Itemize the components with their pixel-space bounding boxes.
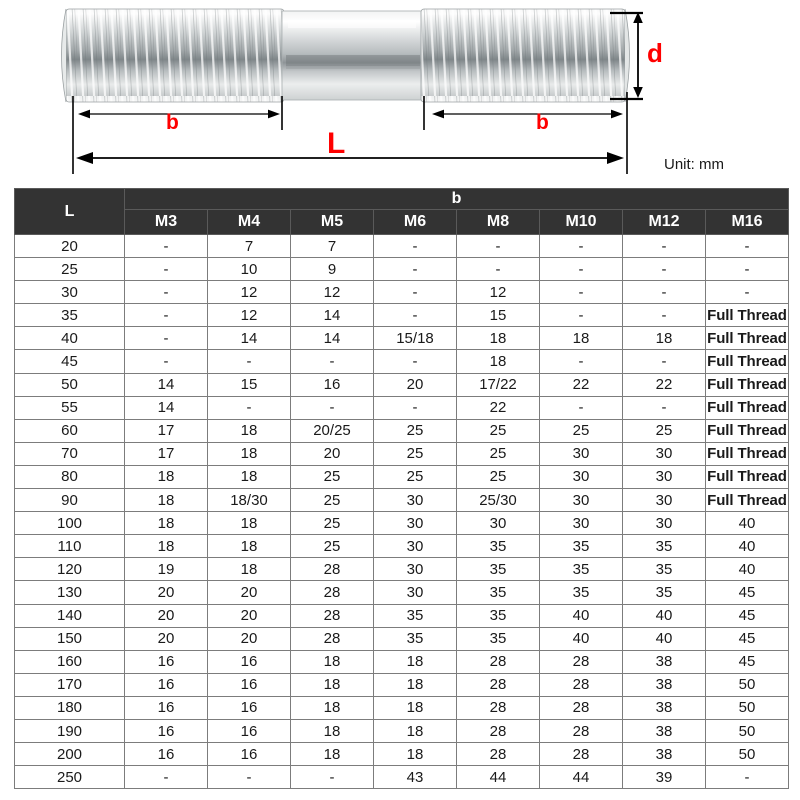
cell-b-m10: 35: [540, 558, 623, 581]
cell-length: 50: [15, 373, 125, 396]
cell-b-m3: 17: [125, 419, 208, 442]
cell-b-m3: -: [125, 281, 208, 304]
cell-b-m6: 18: [374, 696, 457, 719]
cell-b-m4: 20: [208, 627, 291, 650]
cell-b-m5: 28: [291, 558, 374, 581]
cell-b-m4: 18: [208, 558, 291, 581]
cell-b-m5: 25: [291, 512, 374, 535]
cell-b-m5: 16: [291, 373, 374, 396]
b-right-dimension-arrow: [432, 110, 623, 119]
cell-b-m5: 12: [291, 281, 374, 304]
cell-b-m3: 20: [125, 604, 208, 627]
cell-b-m10: -: [540, 304, 623, 327]
cell-b-m12: 38: [623, 719, 706, 742]
table-row: [15, 696, 789, 719]
table-row: [15, 327, 789, 350]
cell-b-m4: -: [208, 396, 291, 419]
cell-b-m12: 35: [623, 558, 706, 581]
cell-b-m6: 18: [374, 650, 457, 673]
cell-b-m8: 22: [457, 396, 540, 419]
cell-b-m3: 18: [125, 512, 208, 535]
cell-b-m16: -: [706, 258, 789, 281]
cell-b-m3: -: [125, 258, 208, 281]
cell-b-m10: 28: [540, 673, 623, 696]
table-row: [15, 419, 789, 442]
cell-b-m6: 30: [374, 581, 457, 604]
cell-b-m10: 28: [540, 650, 623, 673]
left-thread-section: [62, 9, 285, 102]
cell-b-m10: 25: [540, 419, 623, 442]
header-size-m4: M4: [208, 210, 291, 235]
cell-b-m12: 40: [623, 627, 706, 650]
cell-b-m10: -: [540, 281, 623, 304]
cell-b-m16: -: [706, 281, 789, 304]
cell-b-m6: 18: [374, 719, 457, 742]
cell-b-m3: 16: [125, 650, 208, 673]
cell-b-m16: Full Thread: [706, 419, 789, 442]
cell-b-m6: -: [374, 235, 457, 258]
cell-length: 190: [15, 719, 125, 742]
cell-b-m3: 14: [125, 373, 208, 396]
cell-b-m16: Full Thread: [706, 489, 789, 512]
cell-b-m10: -: [540, 396, 623, 419]
cell-b-m4: 18: [208, 535, 291, 558]
cell-b-m10: 18: [540, 327, 623, 350]
header-length-L: L: [15, 189, 125, 235]
cell-length: 70: [15, 442, 125, 465]
cell-b-m16: Full Thread: [706, 396, 789, 419]
cell-length: 180: [15, 696, 125, 719]
cell-b-m10: 28: [540, 743, 623, 766]
cell-b-m8: -: [457, 235, 540, 258]
table-row: [15, 281, 789, 304]
cell-b-m5: 28: [291, 604, 374, 627]
cell-b-m4: 10: [208, 258, 291, 281]
cell-b-m6: 18: [374, 743, 457, 766]
cell-b-m3: 16: [125, 719, 208, 742]
plain-shank-section: [282, 11, 424, 100]
cell-b-m12: -: [623, 258, 706, 281]
cell-length: 140: [15, 604, 125, 627]
cell-b-m6: 25: [374, 465, 457, 488]
cell-b-m12: 38: [623, 743, 706, 766]
cell-b-m16: Full Thread: [706, 373, 789, 396]
cell-b-m6: -: [374, 258, 457, 281]
cell-b-m4: 18: [208, 419, 291, 442]
cell-length: 25: [15, 258, 125, 281]
cell-b-m4: 12: [208, 304, 291, 327]
cell-b-m10: 28: [540, 719, 623, 742]
header-group-b: b: [125, 189, 789, 210]
dimension-label-L: L: [327, 127, 346, 160]
cell-b-m3: -: [125, 235, 208, 258]
cell-b-m16: Full Thread: [706, 327, 789, 350]
cell-b-m6: 30: [374, 535, 457, 558]
cell-b-m8: 28: [457, 673, 540, 696]
table-row: [15, 350, 789, 373]
header-size-m12: M12: [623, 210, 706, 235]
cell-b-m5: 20: [291, 442, 374, 465]
cell-b-m4: 18: [208, 512, 291, 535]
cell-b-m12: -: [623, 281, 706, 304]
cell-b-m3: 18: [125, 489, 208, 512]
table-head-row-sizes: [15, 210, 789, 235]
cell-b-m4: 7: [208, 235, 291, 258]
cell-b-m12: -: [623, 235, 706, 258]
cell-b-m16: 50: [706, 673, 789, 696]
cell-b-m3: 16: [125, 743, 208, 766]
cell-b-m4: 16: [208, 719, 291, 742]
header-size-m10: M10: [540, 210, 623, 235]
cell-b-m10: 28: [540, 696, 623, 719]
cell-b-m10: 30: [540, 465, 623, 488]
cell-length: 40: [15, 327, 125, 350]
cell-b-m12: -: [623, 350, 706, 373]
cell-b-m6: 15/18: [374, 327, 457, 350]
cell-b-m4: -: [208, 766, 291, 789]
table-row: [15, 512, 789, 535]
cell-b-m4: 14: [208, 327, 291, 350]
cell-length: 250: [15, 766, 125, 789]
cell-b-m4: 16: [208, 673, 291, 696]
table-row: [15, 489, 789, 512]
cell-b-m8: 28: [457, 696, 540, 719]
cell-b-m8: 35: [457, 627, 540, 650]
table-row: [15, 373, 789, 396]
cell-b-m12: 38: [623, 696, 706, 719]
header-size-m16: M16: [706, 210, 789, 235]
cell-length: 160: [15, 650, 125, 673]
table-row: [15, 766, 789, 789]
table-row: [15, 581, 789, 604]
cell-b-m5: 25: [291, 489, 374, 512]
cell-b-m10: -: [540, 350, 623, 373]
cell-b-m4: 18: [208, 465, 291, 488]
table-head: [15, 189, 789, 235]
b-left-dimension-arrow: [78, 110, 280, 119]
cell-b-m8: 28: [457, 650, 540, 673]
cell-b-m6: 30: [374, 558, 457, 581]
cell-b-m6: 25: [374, 419, 457, 442]
cell-b-m16: Full Thread: [706, 350, 789, 373]
cell-length: 170: [15, 673, 125, 696]
cell-b-m3: -: [125, 766, 208, 789]
cell-b-m10: 35: [540, 581, 623, 604]
d-dimension-arrow: [633, 12, 643, 98]
cell-b-m6: -: [374, 281, 457, 304]
cell-b-m8: 35: [457, 535, 540, 558]
cell-length: 120: [15, 558, 125, 581]
cell-b-m12: 38: [623, 673, 706, 696]
cell-b-m5: 14: [291, 304, 374, 327]
header-size-m5: M5: [291, 210, 374, 235]
cell-length: 200: [15, 743, 125, 766]
cell-b-m4: 16: [208, 650, 291, 673]
cell-b-m16: 45: [706, 581, 789, 604]
cell-b-m5: -: [291, 350, 374, 373]
cell-b-m5: 18: [291, 673, 374, 696]
cell-b-m10: 40: [540, 627, 623, 650]
dimension-label-b-left: b: [166, 111, 179, 134]
table-row: [15, 465, 789, 488]
stud-bolt-drawing: [0, 0, 800, 182]
cell-b-m4: 16: [208, 743, 291, 766]
cell-b-m12: 35: [623, 581, 706, 604]
table-row: [15, 627, 789, 650]
cell-b-m8: 35: [457, 581, 540, 604]
cell-b-m4: 16: [208, 696, 291, 719]
cell-b-m3: 17: [125, 442, 208, 465]
cell-b-m12: -: [623, 396, 706, 419]
cell-b-m8: 25: [457, 419, 540, 442]
cell-b-m8: 28: [457, 743, 540, 766]
cell-b-m8: 35: [457, 558, 540, 581]
cell-b-m12: 18: [623, 327, 706, 350]
cell-b-m8: 12: [457, 281, 540, 304]
cell-length: 110: [15, 535, 125, 558]
cell-b-m6: 20: [374, 373, 457, 396]
table-row: [15, 258, 789, 281]
cell-b-m16: 40: [706, 512, 789, 535]
cell-b-m16: 50: [706, 743, 789, 766]
cell-length: 150: [15, 627, 125, 650]
cell-b-m5: 18: [291, 650, 374, 673]
cell-b-m3: -: [125, 327, 208, 350]
cell-b-m8: -: [457, 258, 540, 281]
cell-b-m4: 12: [208, 281, 291, 304]
cell-b-m3: 18: [125, 465, 208, 488]
unit-note: Unit: mm: [664, 156, 724, 173]
cell-length: 20: [15, 235, 125, 258]
cell-b-m3: 19: [125, 558, 208, 581]
stud-bolt-diagram: [0, 0, 800, 182]
cell-length: 55: [15, 396, 125, 419]
cell-b-m16: 45: [706, 650, 789, 673]
cell-length: 35: [15, 304, 125, 327]
table-row: [15, 743, 789, 766]
cell-b-m12: -: [623, 304, 706, 327]
cell-b-m5: 18: [291, 719, 374, 742]
cell-b-m16: 40: [706, 558, 789, 581]
cell-b-m16: Full Thread: [706, 442, 789, 465]
cell-b-m16: -: [706, 766, 789, 789]
cell-b-m6: -: [374, 396, 457, 419]
cell-b-m5: -: [291, 766, 374, 789]
bolt-body: [62, 9, 630, 102]
cell-b-m16: Full Thread: [706, 304, 789, 327]
cell-b-m8: 35: [457, 604, 540, 627]
table-row: [15, 304, 789, 327]
cell-b-m5: 14: [291, 327, 374, 350]
cell-b-m4: 20: [208, 604, 291, 627]
cell-b-m12: 40: [623, 604, 706, 627]
cell-b-m6: 35: [374, 604, 457, 627]
cell-b-m5: 9: [291, 258, 374, 281]
cell-b-m10: 22: [540, 373, 623, 396]
cell-b-m5: 28: [291, 581, 374, 604]
cell-b-m16: Full Thread: [706, 465, 789, 488]
cell-b-m8: 18: [457, 327, 540, 350]
cell-b-m12: 30: [623, 489, 706, 512]
cell-b-m12: 30: [623, 442, 706, 465]
L-dimension-arrow: [76, 152, 624, 164]
cell-length: 100: [15, 512, 125, 535]
cell-b-m5: -: [291, 396, 374, 419]
cell-length: 60: [15, 419, 125, 442]
cell-length: 90: [15, 489, 125, 512]
cell-b-m5: 25: [291, 535, 374, 558]
cell-length: 30: [15, 281, 125, 304]
specification-table-wrap: [14, 188, 789, 789]
cell-b-m8: 15: [457, 304, 540, 327]
right-thread-section: [421, 9, 630, 102]
table-row: [15, 442, 789, 465]
cell-length: 45: [15, 350, 125, 373]
cell-b-m4: 18/30: [208, 489, 291, 512]
cell-b-m8: 17/22: [457, 373, 540, 396]
cell-b-m5: 18: [291, 743, 374, 766]
table-head-row-group: [15, 189, 789, 210]
cell-b-m5: 25: [291, 465, 374, 488]
table-row: [15, 558, 789, 581]
cell-b-m12: 25: [623, 419, 706, 442]
cell-b-m16: 45: [706, 627, 789, 650]
cell-b-m6: 30: [374, 512, 457, 535]
cell-b-m3: -: [125, 350, 208, 373]
cell-b-m6: 35: [374, 627, 457, 650]
table-row: [15, 604, 789, 627]
dimension-label-d: d: [647, 38, 663, 68]
cell-b-m12: 22: [623, 373, 706, 396]
cell-b-m10: 30: [540, 512, 623, 535]
cell-b-m10: -: [540, 258, 623, 281]
cell-b-m4: 15: [208, 373, 291, 396]
cell-b-m8: 25/30: [457, 489, 540, 512]
cell-b-m16: 50: [706, 696, 789, 719]
cell-b-m5: 28: [291, 627, 374, 650]
cell-b-m3: 16: [125, 696, 208, 719]
header-size-m3: M3: [125, 210, 208, 235]
cell-b-m3: 20: [125, 581, 208, 604]
table-row: [15, 673, 789, 696]
cell-b-m4: 20: [208, 581, 291, 604]
cell-b-m12: 38: [623, 650, 706, 673]
cell-b-m4: 18: [208, 442, 291, 465]
table-row: [15, 535, 789, 558]
cell-b-m3: 18: [125, 535, 208, 558]
cell-b-m10: 30: [540, 442, 623, 465]
cell-b-m6: 43: [374, 766, 457, 789]
cell-b-m5: 7: [291, 235, 374, 258]
cell-b-m3: 20: [125, 627, 208, 650]
cell-b-m8: 30: [457, 512, 540, 535]
cell-b-m12: 35: [623, 535, 706, 558]
cell-b-m10: -: [540, 235, 623, 258]
table-row: [15, 396, 789, 419]
cell-b-m8: 28: [457, 719, 540, 742]
cell-b-m10: 40: [540, 604, 623, 627]
cell-b-m16: 45: [706, 604, 789, 627]
cell-b-m10: 35: [540, 535, 623, 558]
cell-b-m12: 30: [623, 465, 706, 488]
cell-b-m12: 30: [623, 512, 706, 535]
table-row: [15, 235, 789, 258]
cell-b-m16: 50: [706, 719, 789, 742]
cell-b-m3: 14: [125, 396, 208, 419]
header-size-m8: M8: [457, 210, 540, 235]
cell-b-m16: 40: [706, 535, 789, 558]
specification-table: [14, 188, 789, 789]
cell-length: 80: [15, 465, 125, 488]
table-row: [15, 650, 789, 673]
cell-b-m16: -: [706, 235, 789, 258]
cell-b-m6: 30: [374, 489, 457, 512]
header-size-m6: M6: [374, 210, 457, 235]
table-body: [15, 235, 789, 789]
dimension-label-b-right: b: [536, 111, 549, 134]
cell-b-m4: -: [208, 350, 291, 373]
cell-b-m6: -: [374, 350, 457, 373]
cell-b-m8: 25: [457, 465, 540, 488]
cell-length: 130: [15, 581, 125, 604]
cell-b-m8: 25: [457, 442, 540, 465]
cell-b-m3: -: [125, 304, 208, 327]
cell-b-m5: 18: [291, 696, 374, 719]
cell-b-m10: 44: [540, 766, 623, 789]
cell-b-m5: 20/25: [291, 419, 374, 442]
cell-b-m8: 44: [457, 766, 540, 789]
cell-b-m10: 30: [540, 489, 623, 512]
table-row: [15, 719, 789, 742]
cell-b-m8: 18: [457, 350, 540, 373]
cell-b-m6: 18: [374, 673, 457, 696]
cell-b-m6: 25: [374, 442, 457, 465]
cell-b-m6: -: [374, 304, 457, 327]
cell-b-m3: 16: [125, 673, 208, 696]
cell-b-m12: 39: [623, 766, 706, 789]
